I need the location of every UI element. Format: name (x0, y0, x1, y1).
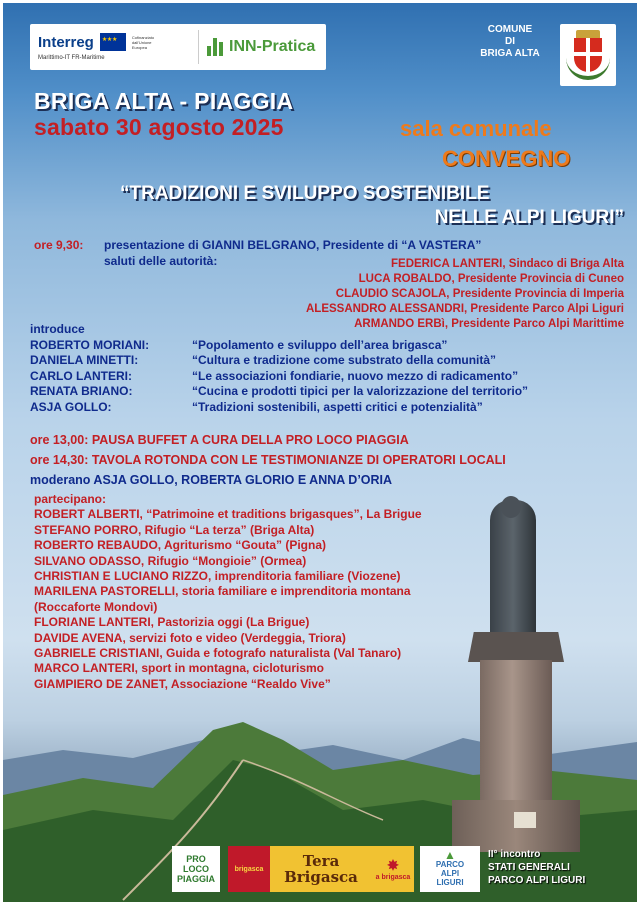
statue-head (501, 496, 521, 518)
participant-item: GIAMPIERO DE ZANET, Associazione “Realdo Vive” (34, 676, 331, 691)
talk-title: “Tradizioni sostenibili, aspetti critici e potenzialità” (192, 399, 483, 414)
authority-item: CLAUDIO SCAJOLA, Presidente Provincia di Imperia (335, 288, 624, 300)
opening-text: presentazione di GIANNI BELGRANO, Presidente di “A VASTERA” (104, 238, 482, 252)
pedestal (480, 660, 552, 810)
authority-item: LUCA ROBALDO, Presidente Provincia di Cuneo (358, 273, 624, 285)
tera-brigasca-logo (270, 846, 372, 892)
participant-item: STEFANO PORRO, Rifugio “La terza” (Briga Alta) (34, 522, 315, 537)
proloco-line: PIAGGIA (176, 874, 215, 884)
partner-logos (30, 24, 326, 70)
stati-line: STATI GENERALI (488, 862, 570, 873)
lunch-item: ore 13,00: PAUSA BUFFET A CURA DELLA PRO LOCO PIAGGIA (30, 433, 409, 447)
theme-line-1: “TRADIZIONI E SVILUPPO SOSTENIBILE (120, 183, 490, 204)
authority-item: ARMANDO ERBì, Presidente Parco Alpi Marittime (354, 318, 624, 330)
sun-icon: ✸ (387, 857, 399, 873)
talk-row (30, 338, 528, 354)
participant-item: DAVIDE AVENA, servizi foto e video (Verdeggia, Triora) (34, 630, 346, 645)
talk-speaker: DANIELA MINETTI: (30, 353, 139, 367)
parco-alpi-liguri-logo (420, 846, 480, 892)
tera-line: Brigasca (284, 868, 358, 886)
mountain-icon: ▲ (444, 848, 456, 862)
parco-line: ALPI (440, 869, 460, 878)
event-place: BRIGA ALTA - PIAGGIA (34, 88, 294, 114)
talk-row (30, 353, 528, 369)
talk-row (30, 369, 528, 385)
participant-item: MARILENA PASTORELLI, storia familiare e imprenditoria montana (34, 584, 411, 599)
inn-pratica-icon (207, 38, 225, 56)
participants-list (34, 492, 422, 692)
plaque (514, 812, 536, 828)
coat-of-arms-icon (560, 24, 616, 86)
participant-item: SILVANO ODASSO, Rifugio “Mongioie” (Ormea) (34, 553, 307, 568)
talk-title: “Le associazioni fondiarie, nuovo mezzo di radicamento” (192, 368, 519, 383)
comune-line: BRIGA ALTA (480, 48, 540, 59)
introduce-label (30, 322, 528, 338)
talk-row (30, 400, 528, 416)
participant-item: GABRIELE CRISTIANI, Guida e fotografo naturalista (Val Tanaro) (34, 646, 402, 661)
event-type: CONVEGNO (442, 146, 571, 171)
talk-speaker: ROBERTO MORIANI: (30, 337, 150, 352)
stati-generali-label (488, 848, 585, 887)
opening-time: ore 9,30: (34, 238, 84, 252)
participant-item: CHRISTIAN E LUCIANO RIZZO, imprenditoria familiare (Viozene) (34, 569, 401, 584)
pro-loco-piaggia-logo (172, 846, 220, 892)
talks-list (30, 322, 528, 415)
a-brigasca-logo (372, 846, 414, 892)
afternoon-schedule (30, 430, 506, 490)
brigasca-text: brigasca (234, 865, 264, 873)
eu-cofunding-text: Cofinanziato dall'Unione Europea (131, 34, 155, 50)
inn-pratica-logo (198, 30, 315, 64)
moderators-item: moderano ASJA GOLLO, ROBERTA GLORIO E ANNA D’ORIA (30, 473, 393, 487)
statue-icon (490, 500, 536, 638)
participant-item: (Roccaforte Mondovì) (34, 599, 158, 614)
tera-line: Tera (302, 852, 340, 870)
saluti-label: saluti delle autorità: (104, 254, 218, 268)
event-venue: sala comunale (400, 116, 552, 141)
comune-label (468, 24, 552, 60)
talk-speaker: ASJA GOLLO: (30, 399, 112, 414)
participant-item: ROBERT ALBERTI, “Patrimoine et traditions brigasques”, La Brigue (34, 507, 422, 522)
participant-item: ROBERTO REBAUDO, Agriturismo “Gouta” (Pigna) (34, 538, 327, 553)
proloco-line: LOCO (183, 864, 209, 874)
stati-line: II° incontro (488, 849, 541, 860)
stati-line: PARCO ALPI LIGURI (488, 875, 586, 886)
introduce-text: introduce (30, 322, 85, 336)
pedestal-top (468, 632, 564, 662)
talk-row (30, 384, 528, 400)
comune-line: DI (505, 36, 515, 47)
authorities-list (306, 257, 624, 332)
interreg-name: Interreg (38, 33, 94, 51)
proloco-line: PRO (186, 854, 206, 864)
comune-line: COMUNE (487, 24, 533, 35)
talk-speaker: RENATA BRIANO: (30, 384, 133, 398)
talk-title: “Cultura e tradizione come substrato della comunità” (192, 353, 497, 367)
participant-item: MARCO LANTERI, sport in montagna, cicloturismo (34, 661, 325, 676)
event-theme (120, 182, 624, 230)
authority-item: ALESSANDRO ALESSANDRI, Presidente Parco Alpi Liguri (305, 303, 624, 315)
authority-item: FEDERICA LANTERI, Sindaco di Briga Alta (391, 258, 624, 270)
parco-line: LIGURI (436, 878, 464, 887)
event-date: sabato 30 agosto 2025 (34, 114, 284, 140)
talk-title: “Popolamento e sviluppo dell’area brigasca” (192, 337, 448, 352)
inn-pratica-name: INN-Pratica (229, 38, 316, 55)
eu-flag-icon (100, 33, 126, 51)
crown-icon (576, 30, 600, 38)
participant-item: FLORIANE LANTERI, Pastorizia oggi (La Brigue) (34, 615, 310, 630)
talk-speaker: CARLO LANTERI: (30, 368, 132, 383)
brigasca-logo (228, 846, 270, 892)
shield-icon (574, 38, 602, 72)
parco-line: PARCO (435, 860, 465, 869)
participants-label: partecipano: (34, 492, 107, 506)
interreg-logo (38, 33, 198, 61)
theme-line-2: NELLE ALPI LIGURI” (434, 207, 624, 228)
roundtable-item: ore 14,30: TAVOLA ROTONDA CON LE TESTIMONIANZE DI OPERATORI LOCALI (30, 453, 506, 467)
a-brigasca-text: a brigasca (375, 874, 411, 881)
talk-title: “Cucina e prodotti tipici per la valorizzazione del territorio” (192, 384, 529, 398)
interreg-subtitle: Marittimo-IT FR-Maritime (38, 55, 105, 61)
